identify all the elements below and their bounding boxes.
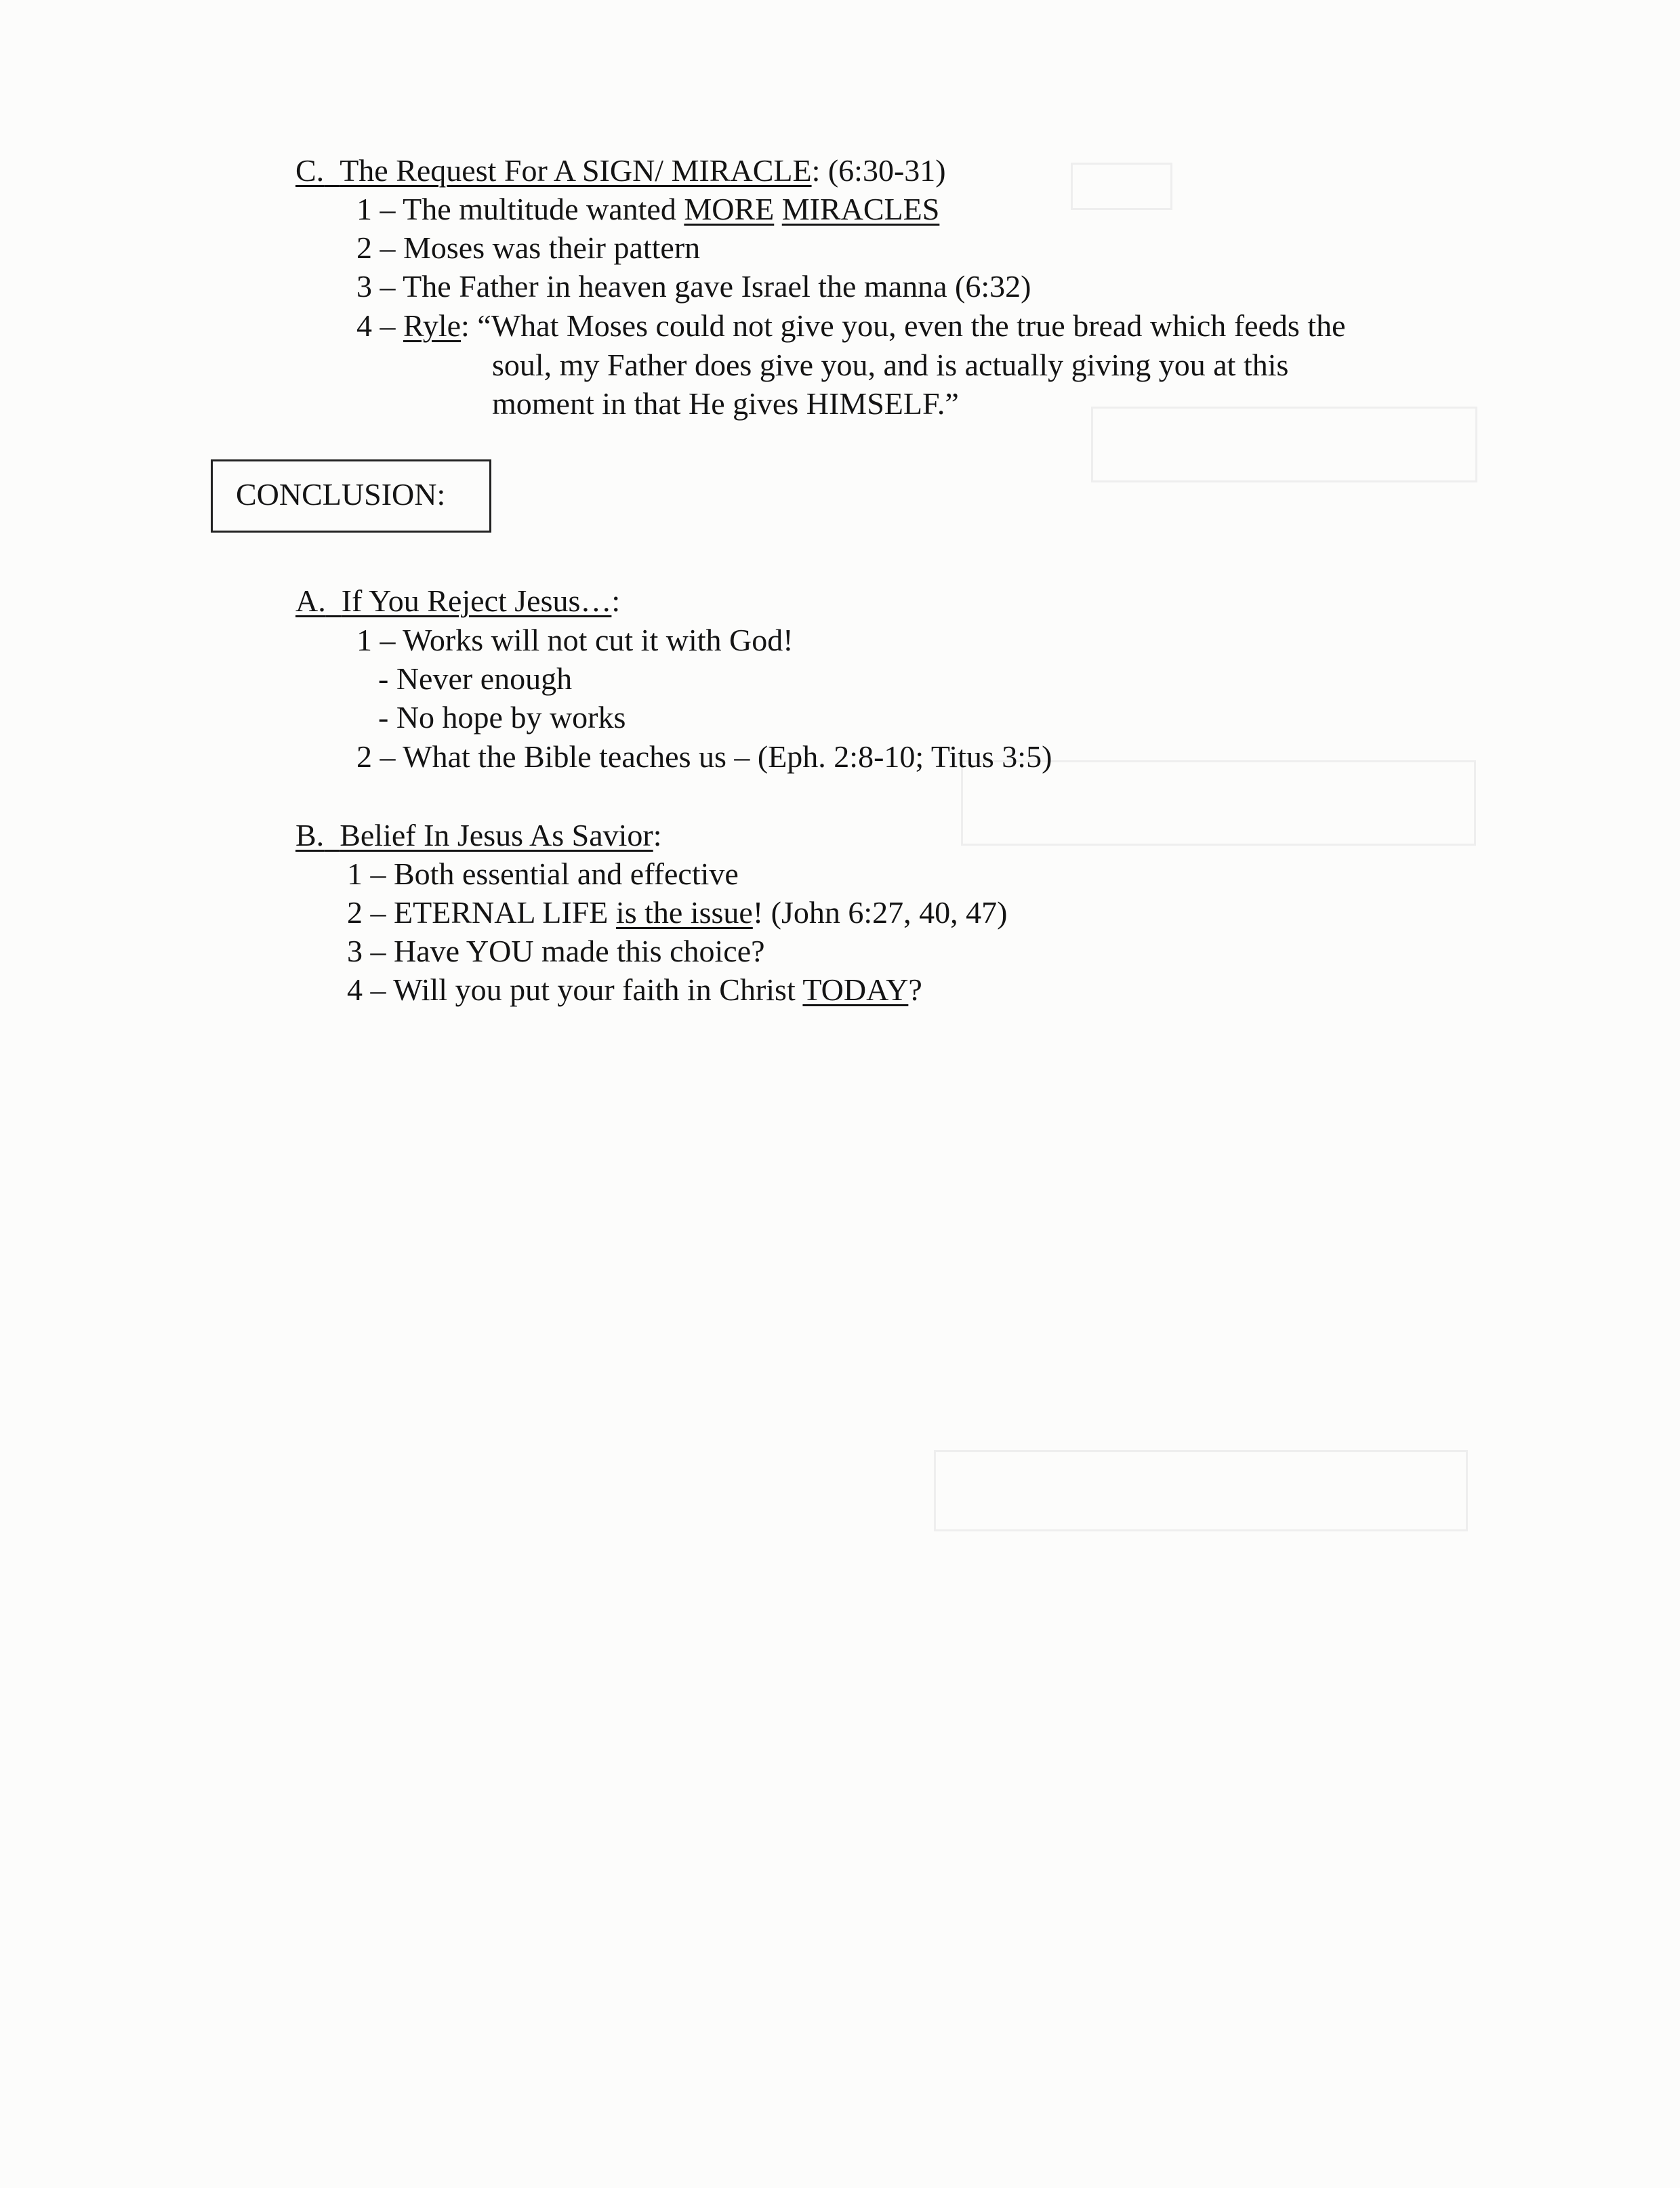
item-number: 1 – — [356, 192, 403, 226]
section-a-item-1 — [356, 621, 794, 660]
section-c-heading — [295, 151, 946, 190]
item-text: Both essential and effective — [394, 856, 739, 891]
section-b-colon: : — [653, 818, 662, 852]
item-text: : “What Moses could not give you, even the true bread which feeds the — [461, 308, 1346, 343]
item-text: Works will not cut it with God! — [403, 623, 794, 657]
quote-continuation-1: soul, my Father does give you, and is actually giving you at this — [492, 348, 1289, 382]
item-text: ETERNAL LIFE — [394, 895, 616, 930]
section-c-item-2 — [356, 228, 700, 268]
section-a-title: If You Reject Jesus… — [341, 583, 612, 618]
item-number: 3 – — [356, 269, 403, 304]
conclusion-label: CONCLUSION: — [236, 477, 446, 512]
section-c-item-4 — [356, 306, 1346, 346]
section-b-letter: B. — [295, 818, 325, 852]
item-text: ! (John 6:27, 40, 47) — [752, 895, 1008, 930]
item-number: 2 – — [356, 739, 403, 774]
item-text: Will you put your faith in Christ — [393, 972, 803, 1007]
section-a-subitem-2 — [378, 698, 626, 737]
section-b-heading — [295, 816, 661, 855]
section-b-item-2 — [347, 893, 1007, 932]
quote-continuation-2: moment in that He gives HIMSELF.” — [492, 386, 959, 421]
item-space — [774, 192, 782, 226]
item-number: 3 – — [347, 934, 394, 968]
item-number: 4 – — [356, 308, 403, 343]
section-a-heading — [295, 581, 620, 621]
section-c-item-3 — [356, 267, 1031, 306]
item-emphasis: MIRACLES — [781, 192, 940, 226]
section-a-subitem-1 — [378, 659, 572, 699]
section-c-ref: : (6:30-31) — [811, 153, 946, 188]
ghost-box — [1071, 163, 1172, 210]
section-b-item-3 — [347, 932, 765, 971]
item-emphasis: MORE — [684, 192, 775, 226]
item-text: - Never enough — [378, 661, 573, 696]
item-text: Have YOU made this choice? — [394, 934, 765, 968]
item-text: - No hope by works — [378, 700, 626, 735]
section-b-title: Belief In Jesus As Savior — [340, 818, 653, 852]
conclusion-box — [211, 459, 491, 533]
section-a-letter: A. — [295, 583, 326, 618]
quote-author: Ryle — [403, 308, 462, 343]
item-number: 2 – — [356, 230, 403, 265]
item-text: The Father in heaven gave Israel the manna (6:32) — [403, 269, 1031, 304]
section-a-colon: : — [611, 583, 621, 618]
item-text: ? — [908, 972, 922, 1007]
section-a-item-2 — [356, 737, 1052, 777]
ghost-box — [1091, 407, 1477, 482]
item-emphasis: TODAY — [802, 972, 909, 1007]
section-b-item-1 — [347, 854, 739, 894]
section-b-item-4 — [347, 970, 922, 1010]
item-number: 4 – — [347, 972, 394, 1007]
section-c-title: The Request For A SIGN/ MIRACLE — [340, 153, 812, 188]
item-number: 2 – — [347, 895, 394, 930]
item-number: 1 – — [356, 623, 403, 657]
item-text: The multitude wanted — [403, 192, 684, 226]
item-text: What the Bible teaches us – (Eph. 2:8-10; Titus 3:5) — [403, 739, 1052, 774]
item-emphasis: is the issue — [615, 895, 753, 930]
item-number: 1 – — [347, 856, 394, 891]
ghost-box — [934, 1450, 1468, 1531]
item-text: Moses was their pattern — [403, 230, 701, 265]
section-c-item-1 — [356, 190, 939, 229]
section-c-letter: C. — [295, 153, 325, 188]
